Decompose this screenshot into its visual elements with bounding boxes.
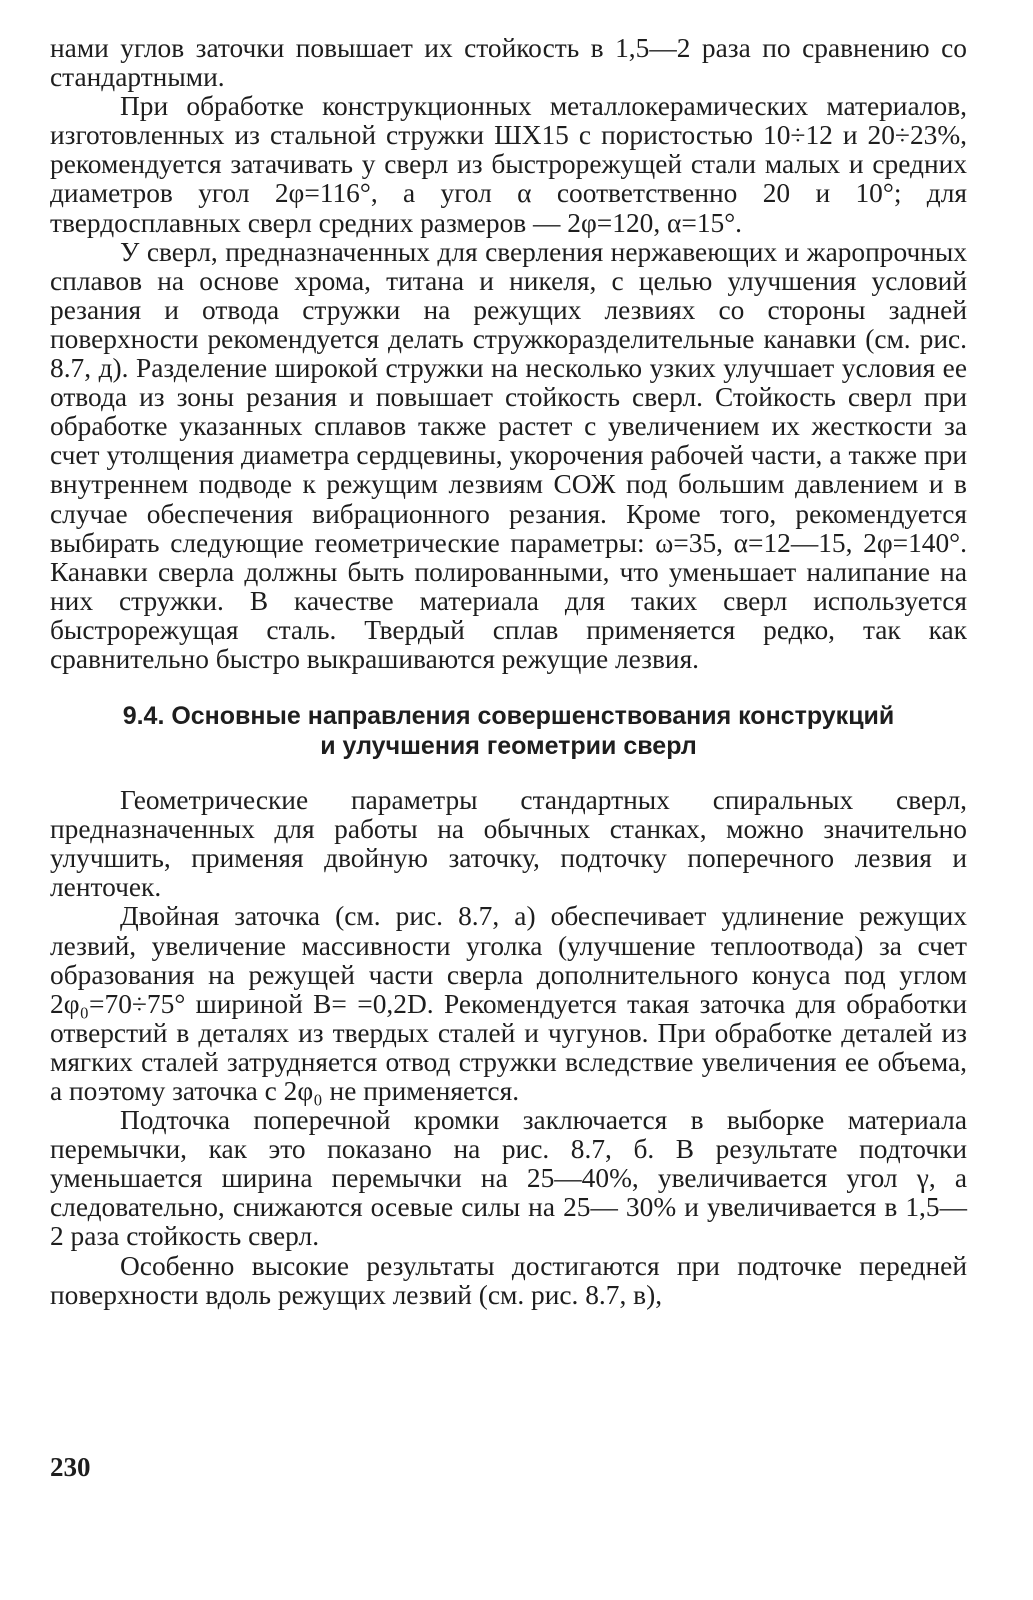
section-heading — [50, 701, 967, 761]
paragraph-stainless-alloys: У сверл, предназначенных для сверления нержавеющих и жаропрочных сплавов на основе хрома, титана и никеля, с целью улучшения условий резания и отвода стружки на режущих лезвиях со стороны задней поверхности рекомендуется делать стружкоразделительные канавки (см. рис. 8.7, д). Разделение широкой стружки на несколько узких улучшает условия ее отвода из зоны резания и повышает стойкость сверл. Стойкость сверл при обработке указанных сплавов также растет с увеличением их жесткости за счет утолщения диаметра сердцевины, укорочения рабочей части, а также при внутреннем подводе к режущим лезвиям СОЖ под большим давлением и в случае обеспечения вибрационного резания. Кроме того, рекомендуется выбирать следующие геометрические параметры: ω=35, α=12—15, 2φ=140°. Канавки сверла должны быть полированными, что уменьшает налипание на них стружки. В качестве материала для таких сверл используется быстрорежущая сталь. Твердый сплав применяется редко, так как сравнительно быстро выкрашиваются режущие лезвия. — [50, 236, 967, 674]
section-heading-line-1: 9.4. Основные направления совершенствования конструкций — [122, 702, 895, 731]
section-heading-line-2: и улучшения геометрии сверл — [320, 732, 697, 761]
page-body — [50, 34, 967, 1310]
paragraph-rake-face: Особенно высокие результаты достигаются при подточке передней поверхности вдоль режущих лезвий (см. рис. 8.7, в), — [50, 1250, 967, 1310]
paragraph-geometric-params: Геометрические параметры стандартных спиральных сверл, предназначенных для работы на обычных станках, можно значительно улучшить, применяя двойную заточку, подточку поперечного лезвия и ленточек. — [50, 785, 967, 903]
paragraph-continuation: нами углов заточки повышает их стойкость в 1,5—2 раза по сравнению со стандартными. — [50, 33, 967, 93]
paragraph-double-sharpening: Двойная заточка (см. рис. 8.7, а) обеспечивает удлинение режущих лезвий, увеличение массивности уголка (улучшение теплоотвода) за счет образования на режущей части сверла дополнительного конуса под углом 2φ₀=70÷75° шириной B= =0,2D. Рекомендуется такая заточка для обработки отверстий в деталях из твердых сталей и чугунов. При обработке деталей из мягких сталей затрудняется отвод стружки вследствие увеличения ее объема, а поэтому заточка с 2φ₀ не применяется. — [50, 901, 967, 1106]
paragraph-web-thinning: Подточка поперечной кромки заключается в выборке материала перемычки, как это показано на рис. 8.7, б. В результате подточки уменьшается ширина перемычки на 25—40%, увеличивается угол γ, а следовательно, снижаются осевые силы на 25— 30% и увеличивается в 1,5—2 раза стойкость сверл. — [50, 1105, 967, 1252]
page-number: 230 — [50, 1452, 91, 1482]
paragraph-metal-ceramic: При обработке конструкционных металлокерамических материалов, изготовленных из стальной стружки ШХ15 с пористостью 10÷12 и 20÷23%, рекомендуется затачивать у сверл из быстрорежущей стали малых и средних диаметров угол 2φ=116°, а угол α соответственно 20 и 10°; для твердосплавных сверл средних размеров — 2φ=120, α=15°. — [50, 91, 967, 238]
